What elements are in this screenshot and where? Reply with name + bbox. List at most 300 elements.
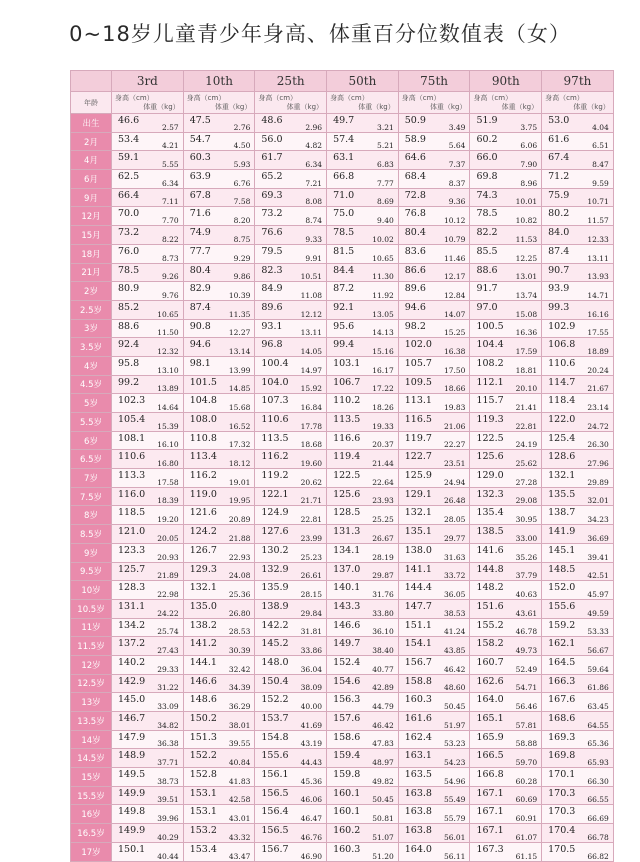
weight-value: 16.16 [587,309,609,319]
weight-value: 53.23 [443,739,466,749]
age-cell: 8岁 [71,506,112,525]
weight-value: 18.68 [300,440,323,450]
height-value: 128.6 [548,451,576,463]
value-cell [470,842,542,861]
value-cell [112,786,184,805]
age-cell: 12岁 [71,655,112,674]
weight-value: 57.81 [515,720,538,730]
weight-value: 56.01 [443,832,466,842]
height-value: 116.5 [404,414,432,425]
weight-value: 61.86 [587,683,609,693]
height-value: 147.7 [404,600,432,612]
height-value: 94.6 [189,339,211,351]
value-cell [542,469,614,488]
value-cell [183,562,255,581]
percentile-header-row [71,71,614,92]
height-value: 104.4 [476,339,504,351]
height-value: 150.2 [189,713,217,724]
height-value: 122.5 [476,432,504,444]
weight-value: 35.26 [515,552,538,562]
weight-value: 8.20 [233,216,251,226]
height-value: 146.7 [118,713,146,724]
height-value: 166.8 [476,769,504,781]
height-value: 134.2 [118,619,146,631]
height-value: 125.6 [333,488,361,500]
height-value: 89.6 [261,301,283,313]
weight-value: 13.10 [157,365,179,375]
weight-value: 51.20 [372,851,394,861]
value-cell [183,674,255,693]
height-value: 153.4 [189,843,217,855]
weight-value: 41.83 [228,776,251,786]
height-value: 80.4 [404,227,426,239]
height-value: 170.1 [548,769,576,781]
value-cell [398,151,470,170]
weight-value: 2.57 [161,122,179,132]
unit-header-cell [255,92,327,114]
value-cell [542,300,614,319]
weight-value: 8.75 [233,234,251,244]
value-cell [112,693,184,712]
height-value: 110.6 [548,357,576,369]
weight-value: 20.05 [157,533,179,543]
value-cell [542,207,614,226]
weight-value: 40.63 [515,589,538,599]
value-cell [112,431,184,450]
weight-value: 56.46 [515,702,538,711]
height-value: 106.8 [548,339,576,351]
weight-value: 27.43 [157,645,179,655]
age-cell: 18月 [71,244,112,263]
value-cell [398,712,470,731]
value-cell [542,263,614,282]
value-cell [398,282,470,301]
age-cell: 5岁 [71,394,112,413]
weight-value: 65.36 [587,739,609,749]
height-value: 78.5 [476,208,498,220]
height-value: 135.5 [548,488,576,500]
height-value: 78.5 [333,227,355,239]
weight-value: 8.96 [520,178,538,188]
value-cell [398,506,470,525]
height-value: 80.2 [548,208,570,220]
height-value: 154.8 [261,731,289,743]
value-cell [112,506,184,525]
weight-value: 50.45 [443,702,466,711]
age-cell: 5.5岁 [71,413,112,432]
height-value: 100.5 [476,320,504,332]
weight-value: 55.79 [443,814,466,824]
percentile-table [70,70,614,862]
height-value: 153.1 [189,787,217,799]
height-value: 115.7 [476,395,504,407]
weight-value: 28.19 [372,552,394,562]
weight-value: 25.74 [157,627,179,637]
height-value: 98.2 [404,320,426,332]
height-value: 110.8 [189,432,217,444]
value-cell [398,188,470,207]
height-value: 145.0 [118,694,146,706]
weight-value: 6.34 [161,178,179,188]
value-cell [112,768,184,787]
table-row [71,693,614,712]
weight-value: 4.82 [305,141,323,151]
height-value: 126.7 [189,544,217,556]
height-value: 84.0 [548,227,570,239]
height-value: 166.3 [548,675,576,687]
height-value: 156.5 [261,825,289,837]
weight-value: 13.05 [372,309,394,319]
weight-value: 25.62 [515,459,538,469]
value-cell [183,244,255,263]
height-value: 71.6 [189,208,211,220]
value-cell [327,599,399,618]
weight-value: 54.71 [515,683,538,693]
value-cell [183,824,255,843]
height-value: 143.3 [333,600,361,612]
height-value: 114.7 [548,376,576,388]
weight-value: 11.08 [300,290,323,300]
weight-value: 2.76 [233,122,251,132]
height-value: 124.2 [189,526,217,538]
weight-value: 33.86 [300,645,323,655]
weight-value: 14.05 [300,346,323,356]
value-cell [255,581,327,600]
height-value: 88.6 [118,320,140,332]
value-cell [183,768,255,787]
value-cell [183,151,255,170]
table-row [71,525,614,544]
value-cell [183,282,255,301]
height-value: 132.9 [261,563,289,575]
weight-value: 18.89 [587,346,609,356]
weight-value: 26.30 [587,440,609,450]
height-value: 125.9 [404,470,432,482]
value-cell [255,712,327,731]
value-cell [470,207,542,226]
height-value: 141.2 [189,638,217,650]
unit-header-cell [327,92,399,114]
value-cell [183,469,255,488]
height-value: 95.6 [333,320,355,332]
weight-value: 10.51 [300,272,323,282]
value-cell [112,394,184,413]
value-cell [183,207,255,226]
weight-value: 38.73 [157,776,179,786]
height-value: 53.0 [548,115,570,126]
value-cell [398,300,470,319]
weight-value: 14.71 [587,290,609,300]
weight-value: 41.24 [443,627,466,637]
weight-value: 21.44 [372,459,394,469]
value-cell [542,693,614,712]
percentile-header: 75th [398,71,470,92]
value-cell [470,562,542,581]
age-cell: 4月 [71,151,112,170]
weight-value: 33.80 [372,608,394,618]
weight-value: 64.55 [587,720,609,730]
value-cell [183,786,255,805]
value-cell [183,525,255,544]
height-value: 135.0 [189,600,217,612]
weight-value: 43.19 [300,739,323,749]
weight-unit-label: 体重（kg） [501,103,539,111]
height-value: 67.8 [189,189,211,201]
weight-value: 36.10 [372,627,394,637]
value-cell [183,543,255,562]
value-cell [183,712,255,731]
height-value: 135.9 [261,582,289,594]
height-value: 68.4 [404,171,426,183]
weight-value: 31.81 [300,627,323,637]
weight-value: 9.33 [305,234,323,244]
height-value: 92.1 [333,301,355,313]
weight-value: 6.76 [233,178,251,188]
value-cell [327,730,399,749]
weight-value: 37.79 [515,571,538,581]
value-cell [112,655,184,674]
height-value: 85.5 [476,245,498,257]
value-cell [327,132,399,151]
height-value: 60.2 [476,133,498,145]
height-value: 57.4 [333,133,355,145]
weight-value: 19.95 [228,496,251,506]
height-value: 163.5 [404,769,432,781]
age-cell: 4岁 [71,356,112,375]
value-cell [470,543,542,562]
value-cell [112,712,184,731]
value-cell [255,226,327,245]
age-cell: 9月 [71,188,112,207]
height-value: 158.2 [476,638,504,650]
weight-value: 59.70 [515,758,538,768]
value-cell [183,300,255,319]
table-row [71,506,614,525]
weight-value: 8.22 [161,234,179,244]
age-cell: 2.5岁 [71,300,112,319]
height-value: 130.2 [261,544,289,556]
value-cell [255,394,327,413]
age-cell: 16.5岁 [71,824,112,843]
weight-value: 19.20 [157,515,179,525]
table-row [71,300,614,319]
percentile-header: 3rd [112,71,184,92]
value-cell [183,450,255,469]
weight-value: 66.82 [587,851,609,861]
height-value: 93.1 [261,320,283,332]
height-value: 94.6 [404,301,426,313]
height-value: 101.5 [189,376,217,388]
value-cell [255,114,327,133]
value-cell [470,431,542,450]
value-cell [255,786,327,805]
age-cell: 10岁 [71,581,112,600]
height-value: 119.7 [404,432,432,444]
height-value: 137.0 [333,563,361,575]
value-cell [470,375,542,394]
value-cell [327,712,399,731]
height-value: 108.1 [118,432,146,444]
height-value: 99.4 [333,339,355,351]
value-cell [183,637,255,656]
value-cell [542,730,614,749]
age-cell: 7岁 [71,469,112,488]
table-row [71,786,614,805]
height-value: 76.0 [118,245,140,257]
age-cell: 14岁 [71,730,112,749]
height-value: 167.6 [548,694,576,706]
weight-value: 46.76 [300,832,323,842]
value-cell [327,151,399,170]
height-unit-label: 身高（cm） [545,94,584,102]
height-value: 71.2 [548,171,570,183]
value-cell [470,394,542,413]
value-cell [112,188,184,207]
value-cell [183,431,255,450]
value-cell [470,300,542,319]
weight-value: 9.86 [233,272,251,282]
value-cell [542,431,614,450]
height-value: 74.9 [189,227,211,239]
height-value: 109.5 [404,376,432,388]
value-cell [255,599,327,618]
height-value: 97.0 [476,301,498,313]
height-value: 146.6 [189,675,217,687]
height-value: 156.1 [261,769,289,781]
weight-value: 61.07 [515,832,538,842]
value-cell [327,114,399,133]
weight-value: 13.14 [228,346,251,356]
weight-value: 12.32 [157,346,179,356]
value-cell [255,768,327,787]
height-value: 87.4 [189,301,211,313]
value-cell [255,413,327,432]
value-cell [112,244,184,263]
weight-value: 11.53 [515,234,538,244]
height-value: 83.6 [404,245,426,257]
height-value: 128.3 [118,582,146,594]
weight-value: 15.16 [372,346,394,356]
weight-value: 46.06 [300,795,323,805]
height-value: 96.8 [261,339,283,351]
weight-value: 31.63 [443,552,466,562]
height-value: 165.9 [476,731,504,743]
height-value: 46.6 [118,115,140,126]
value-cell [255,618,327,637]
value-cell [470,805,542,824]
height-value: 163.8 [404,825,432,837]
age-cell: 12.5岁 [71,674,112,693]
weight-value: 47.83 [372,739,394,749]
table-row [71,842,614,861]
value-cell [112,674,184,693]
weight-value: 18.66 [443,384,466,394]
value-cell [112,469,184,488]
height-value: 78.5 [118,264,140,276]
height-value: 82.9 [189,283,211,295]
height-value: 160.3 [333,843,361,855]
value-cell [470,581,542,600]
table-row [71,637,614,656]
value-cell [542,319,614,338]
weight-value: 5.64 [448,141,466,151]
height-value: 156.7 [261,843,289,855]
weight-value: 15.08 [515,309,538,319]
weight-value: 39.51 [157,795,179,805]
value-cell [112,338,184,357]
table-row [71,487,614,506]
weight-value: 17.59 [515,346,538,356]
height-value: 148.6 [189,694,217,706]
height-unit-label: 身高（cm） [115,94,154,102]
height-value: 153.7 [261,713,289,724]
value-cell [542,151,614,170]
weight-value: 32.42 [228,664,251,674]
height-value: 162.4 [404,731,432,743]
height-value: 124.9 [261,507,289,519]
value-cell [327,693,399,712]
value-cell [327,244,399,263]
weight-value: 20.24 [587,365,609,375]
value-cell [327,375,399,394]
weight-value: 52.49 [515,664,538,674]
weight-value: 21.41 [515,403,538,412]
height-value: 48.6 [261,115,283,126]
height-value: 163.8 [404,806,432,818]
height-value: 138.2 [189,619,217,631]
value-cell [327,356,399,375]
weight-value: 46.42 [372,720,394,730]
value-cell [398,768,470,787]
unit-header-row [71,92,614,114]
value-cell [255,282,327,301]
value-cell [327,581,399,600]
height-value: 86.6 [404,264,426,276]
weight-value: 51.07 [372,832,394,842]
weight-value: 34.23 [587,515,609,525]
value-cell [112,730,184,749]
weight-value: 43.61 [515,608,538,618]
weight-value: 10.01 [515,197,538,207]
value-cell [542,413,614,432]
corner-cell [71,71,112,92]
value-cell [542,618,614,637]
weight-value: 22.81 [515,421,538,431]
value-cell [255,469,327,488]
height-value: 108.2 [476,357,504,369]
weight-value: 36.29 [228,702,251,711]
weight-value: 42.58 [228,795,251,805]
weight-value: 24.19 [515,440,538,450]
height-value: 76.8 [404,208,426,220]
value-cell [255,730,327,749]
value-cell [255,132,327,151]
table-row [71,824,614,843]
weight-value: 12.12 [300,309,323,319]
value-cell [542,805,614,824]
value-cell [398,824,470,843]
table-row [71,338,614,357]
height-value: 162.6 [476,675,504,687]
value-cell [255,170,327,189]
value-cell [112,413,184,432]
value-cell [112,319,184,338]
value-cell [112,749,184,768]
age-cell: 13岁 [71,693,112,712]
height-value: 138.5 [476,526,504,538]
value-cell [183,114,255,133]
weight-value: 48.60 [443,683,466,693]
